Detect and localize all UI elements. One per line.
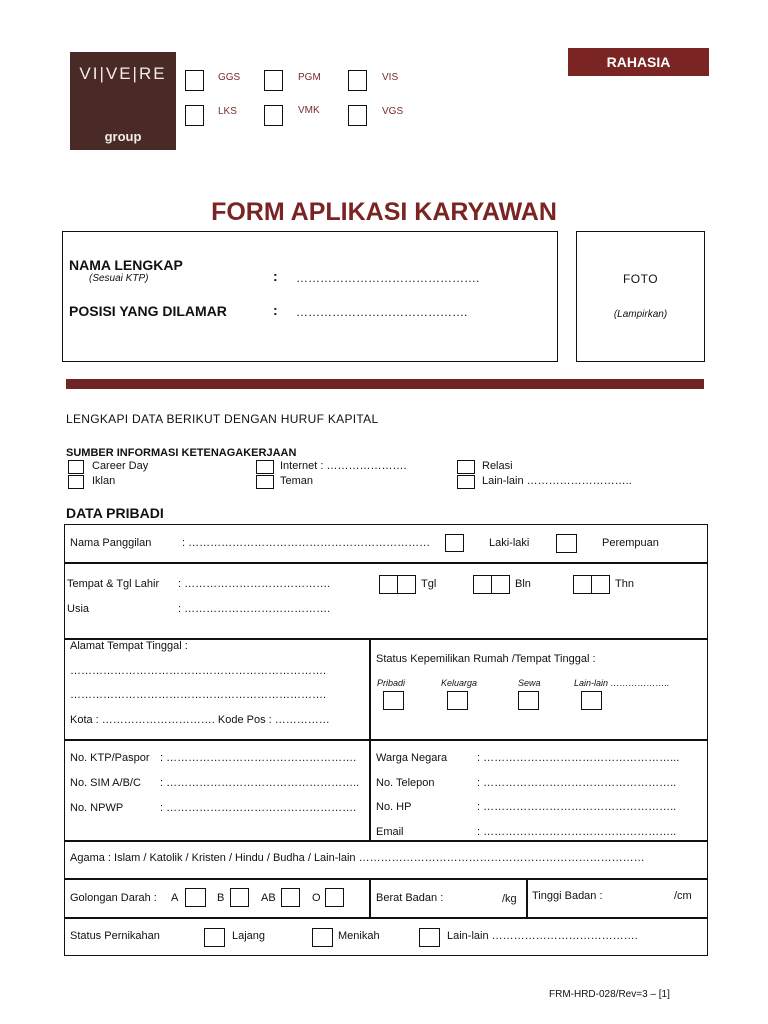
unit-lks-checkbox[interactable] <box>185 105 204 126</box>
mobile-field[interactable]: : …………………………………………….. <box>477 801 677 813</box>
year-digit-1[interactable] <box>573 575 592 594</box>
blood-o-checkbox[interactable] <box>325 888 344 907</box>
column-divider <box>369 878 371 917</box>
instruction-text: LENGKAPI DATA BERIKUT DENGAN HURUF KAPITAL <box>66 412 379 426</box>
blood-a-checkbox[interactable] <box>185 888 206 907</box>
form-title: FORM APLIKASI KARYAWAN <box>211 198 557 226</box>
housing-other-label: Lain-lain ……………….. <box>574 678 670 688</box>
unit-ggs-label: GGS <box>218 72 241 83</box>
marital-other-label: Lain-lain …………………………………. <box>447 930 638 942</box>
unit-vmk-label: VMK <box>298 105 320 116</box>
teman-checkbox[interactable] <box>256 475 274 489</box>
form-code: FRM-HRD-028/Rev=3 – [1] <box>549 989 670 1000</box>
mobile-label: No. HP <box>376 801 412 813</box>
photo-box[interactable] <box>576 231 705 362</box>
married-label: Menikah <box>338 930 380 942</box>
id-passport-label: No. KTP/Paspor <box>70 752 150 764</box>
birth-place-date-field[interactable]: : …………………………………. <box>178 578 331 590</box>
male-checkbox[interactable] <box>445 534 464 552</box>
row-divider <box>64 917 708 919</box>
position-colon: : <box>273 302 278 318</box>
source-info-heading: SUMBER INFORMASI KETENAGAKERJAAN <box>66 447 297 459</box>
personal-data-heading: DATA PRIBADI <box>66 505 164 521</box>
month-digit-2[interactable] <box>491 575 510 594</box>
city-postcode-field[interactable]: Kota : …………………………. Kode Pos : …………… <box>70 714 330 726</box>
career-day-label: Career Day <box>92 460 149 472</box>
lain-lain-source-checkbox[interactable] <box>457 475 475 489</box>
female-label: Perempuan <box>602 537 659 549</box>
unit-ggs-checkbox[interactable] <box>185 70 204 91</box>
height-unit: /cm <box>674 890 692 902</box>
age-field[interactable]: : …………………………………. <box>178 603 331 615</box>
housing-status-label: Status Kepemilikan Rumah /Tempat Tinggal : <box>376 653 596 665</box>
nationality-field[interactable]: : ……………………………………………... <box>477 752 680 764</box>
unit-vgs-checkbox[interactable] <box>348 105 367 126</box>
housing-rent-label: Sewa <box>518 678 541 688</box>
religion-field[interactable]: Agama : Islam / Katolik / Kristen / Hindu / Budha / Lain-lain …………………………………………………………………… <box>70 852 645 864</box>
applicant-header-box <box>62 231 558 362</box>
day-digit-2[interactable] <box>397 575 416 594</box>
section-divider <box>66 379 704 389</box>
housing-own-label: Pribadi <box>377 678 406 688</box>
row-divider <box>64 562 708 564</box>
internet-checkbox[interactable] <box>256 460 274 474</box>
blood-o-label: O <box>312 892 321 904</box>
weight-label: Berat Badan : <box>376 892 444 904</box>
unit-vis-checkbox[interactable] <box>348 70 367 91</box>
position-field[interactable]: ……………………………………. <box>296 305 468 319</box>
teman-label: Teman <box>280 475 314 487</box>
nationality-label: Warga Negara <box>376 752 448 764</box>
photo-attach-label: (Lampirkan) <box>613 309 668 320</box>
iklan-checkbox[interactable] <box>68 475 84 489</box>
female-checkbox[interactable] <box>556 534 577 553</box>
full-name-colon: : <box>273 268 278 284</box>
email-label: Email <box>376 826 404 838</box>
unit-vmk-checkbox[interactable] <box>264 105 283 126</box>
marital-other-checkbox[interactable] <box>419 928 440 947</box>
blood-b-checkbox[interactable] <box>230 888 249 907</box>
full-name-sublabel: (Sesuai KTP) <box>89 273 149 284</box>
full-name-field[interactable]: ………………………………………. <box>296 271 480 285</box>
column-divider <box>526 878 528 917</box>
male-label: Laki-laki <box>489 537 530 549</box>
blood-ab-label: AB <box>261 892 276 904</box>
relasi-checkbox[interactable] <box>457 460 475 474</box>
nickname-field[interactable]: : ………………………………………………………… <box>182 537 431 549</box>
full-name-label: NAMA LENGKAP <box>69 257 183 273</box>
email-field[interactable]: : …………………………………………….. <box>477 826 677 838</box>
birth-place-date-label: Tempat & Tgl Lahir <box>67 578 160 590</box>
logo-name: VI|VE|RE <box>79 64 167 83</box>
unit-pgm-checkbox[interactable] <box>264 70 283 91</box>
row-divider <box>64 840 708 842</box>
single-checkbox[interactable] <box>204 928 225 947</box>
address-line-1[interactable]: ……………………………………………………………. <box>70 665 327 677</box>
housing-own-checkbox[interactable] <box>383 691 404 710</box>
blood-type-label: Golongan Darah : <box>70 892 157 904</box>
driver-license-label: No. SIM A/B/C <box>70 777 141 789</box>
tax-id-label: No. NPWP <box>70 802 124 814</box>
month-label: Bln <box>515 578 531 590</box>
column-divider <box>369 638 371 840</box>
weight-unit: /kg <box>502 893 517 905</box>
phone-field[interactable]: : …………………………………………….. <box>477 777 677 789</box>
housing-family-label: Keluarga <box>441 678 478 688</box>
month-digit-1[interactable] <box>473 575 492 594</box>
row-divider <box>64 878 708 880</box>
lain-lain-source-label: Lain-lain ……………………….. <box>482 475 632 487</box>
year-digit-2[interactable] <box>591 575 610 594</box>
internet-label: Internet : …………………. <box>280 460 407 472</box>
blood-a-label: A <box>171 892 179 904</box>
logo-group: group <box>104 129 142 144</box>
unit-pgm-label: PGM <box>298 72 321 83</box>
nickname-label: Nama Panggilan <box>70 537 152 549</box>
confidential-badge: RAHASIA <box>568 48 709 76</box>
year-label: Thn <box>615 578 634 590</box>
unit-vgs-label: VGS <box>382 106 404 117</box>
housing-rent-checkbox[interactable] <box>518 691 539 710</box>
age-label: Usia <box>67 603 90 615</box>
blood-ab-checkbox[interactable] <box>281 888 300 907</box>
housing-other-checkbox[interactable] <box>581 691 602 710</box>
day-digit-1[interactable] <box>379 575 398 594</box>
height-label: Tinggi Badan : <box>532 890 603 902</box>
housing-family-checkbox[interactable] <box>447 691 468 710</box>
vivere-logo <box>70 52 176 150</box>
position-label: POSISI YANG DILAMAR <box>69 303 227 319</box>
unit-vis-label: VIS <box>382 72 399 83</box>
married-checkbox[interactable] <box>312 928 333 947</box>
marital-status-label: Status Pernikahan <box>70 930 160 942</box>
photo-label: FOTO <box>622 272 659 286</box>
career-day-checkbox[interactable] <box>68 460 84 474</box>
id-passport-field[interactable]: : ……………………………………………. <box>160 752 357 764</box>
driver-license-field[interactable]: : …………………………………………….. <box>160 777 360 789</box>
day-label: Tgl <box>421 578 437 590</box>
unit-lks-label: LKS <box>218 106 237 117</box>
single-label: Lajang <box>232 930 266 942</box>
phone-label: No. Telepon <box>376 777 435 789</box>
relasi-label: Relasi <box>482 460 513 472</box>
tax-id-field[interactable]: : ……………………………………………. <box>160 802 357 814</box>
address-label: Alamat Tempat Tinggal : <box>70 640 188 652</box>
blood-b-label: B <box>217 892 225 904</box>
row-divider <box>64 739 708 741</box>
iklan-label: Iklan <box>92 475 116 487</box>
address-line-2[interactable]: ……………………………………………………………. <box>70 689 327 701</box>
